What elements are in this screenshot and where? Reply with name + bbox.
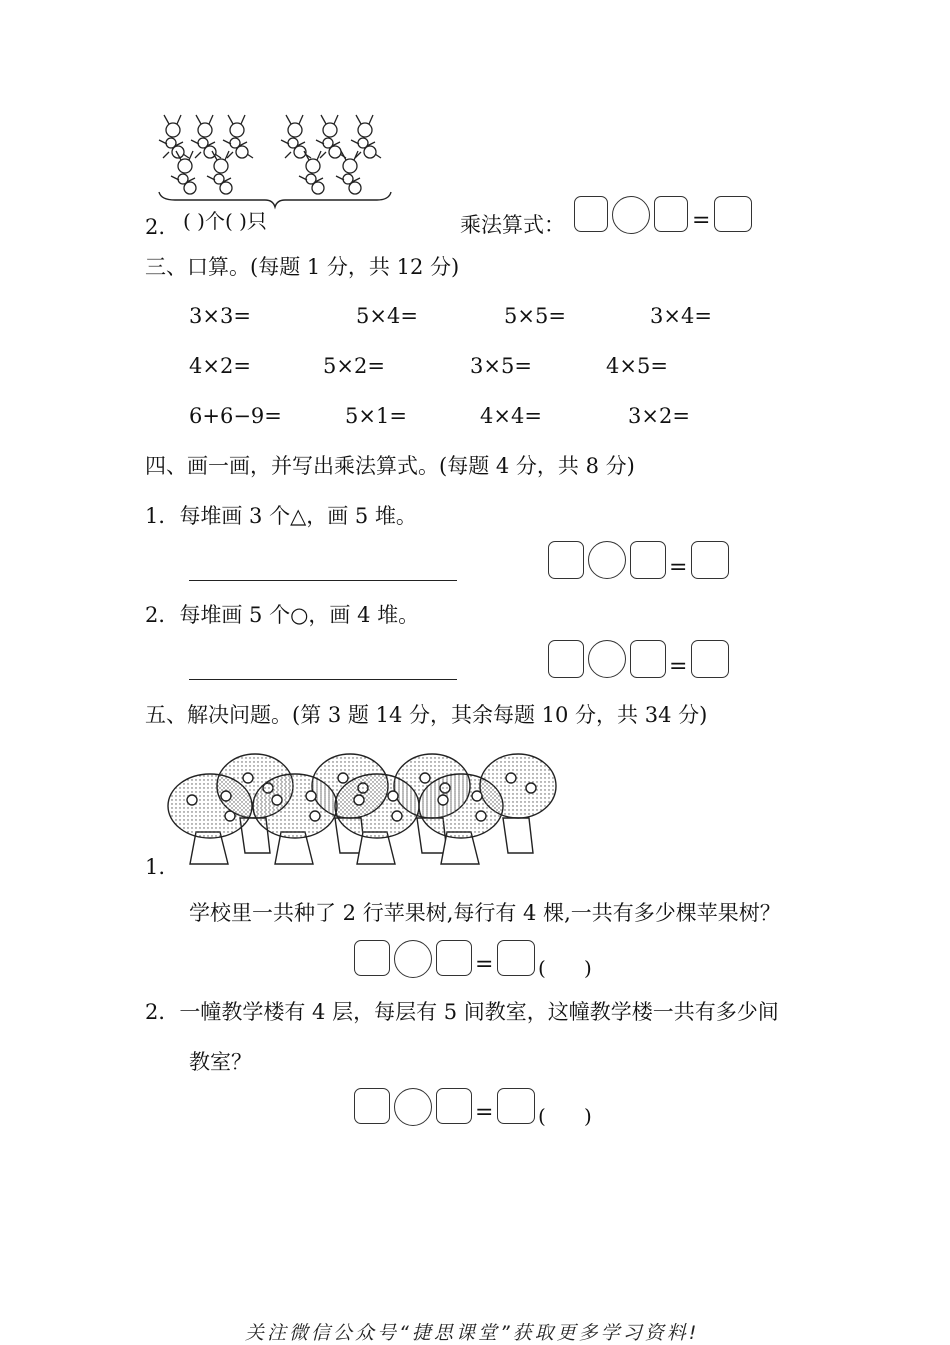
oral-calc-item: 3×4= <box>650 304 712 328</box>
equals-sign: = <box>475 952 494 977</box>
operator-circle[interactable] <box>588 640 626 678</box>
section4-q2-equation <box>548 640 758 684</box>
section5-q2-line2: 教室？ <box>189 1050 252 1074</box>
drawing-answer-line[interactable] <box>189 580 457 581</box>
equals-sign: = <box>692 208 711 233</box>
operator-circle[interactable] <box>612 196 650 234</box>
q2-blank-text: ( )个( )只 <box>183 209 267 233</box>
section5-q2-line1: 2．一幢教学楼有 4 层，每层有 5 间教室，这幢教学楼一共有多少间 <box>145 1000 779 1024</box>
operator-circle[interactable] <box>588 541 626 579</box>
answer-box[interactable] <box>497 940 535 976</box>
answer-box[interactable] <box>691 541 729 579</box>
oral-calc-item: 6+6−9= <box>189 404 282 428</box>
answer-box[interactable] <box>548 541 584 579</box>
oral-calc-item: 5×4= <box>356 304 418 328</box>
ants-illustration <box>155 108 400 208</box>
oral-calc-item: 4×5= <box>606 354 668 378</box>
q2-formula-equation <box>574 196 784 240</box>
answer-box[interactable] <box>354 940 390 976</box>
section5-q2-equation <box>354 1088 614 1132</box>
operator-circle[interactable] <box>394 940 432 978</box>
unit-blank[interactable]: ( ) <box>538 1104 592 1128</box>
section4-q1: 1．每堆画 3 个△，画 5 堆。 <box>145 504 417 528</box>
q2-number: 2. <box>145 215 166 239</box>
answer-box[interactable] <box>354 1088 390 1124</box>
oral-calc-item: 3×3= <box>189 304 251 328</box>
oral-calc-item: 4×2= <box>189 354 251 378</box>
ant-group-left <box>159 115 253 194</box>
oral-calc-item: 5×2= <box>323 354 385 378</box>
answer-box[interactable] <box>691 640 729 678</box>
drawing-answer-line[interactable] <box>189 679 457 680</box>
answer-box[interactable] <box>436 1088 472 1124</box>
section4-q1-equation <box>548 541 758 585</box>
apple-trees-illustration <box>165 748 565 868</box>
section5-q1-number: 1. <box>145 855 166 879</box>
answer-box[interactable] <box>436 940 472 976</box>
oral-calc-item: 5×1= <box>345 404 407 428</box>
unit-blank[interactable]: ( ) <box>538 956 592 980</box>
oral-calc-item: 3×5= <box>470 354 532 378</box>
oral-calc-item: 4×4= <box>480 404 542 428</box>
equals-sign: = <box>669 555 688 580</box>
answer-box[interactable] <box>654 196 688 232</box>
answer-box[interactable] <box>574 196 608 232</box>
oral-calc-item: 3×2= <box>628 404 690 428</box>
ant-group-right <box>281 115 381 194</box>
equals-sign: = <box>669 654 688 679</box>
section4-q2: 2．每堆画 5 个○，画 4 堆。 <box>145 603 420 627</box>
q2-formula-label: 乘法算式： <box>460 213 565 237</box>
answer-box[interactable] <box>630 541 666 579</box>
footer-promo: 关注微信公众号“捷思课堂”获取更多学习资料! <box>245 1322 700 1344</box>
equals-sign: = <box>475 1100 494 1125</box>
oral-calc-item: 5×5= <box>504 304 566 328</box>
operator-circle[interactable] <box>394 1088 432 1126</box>
section5-q1-text: 学校里一共种了 2 行苹果树,每行有 4 棵,一共有多少棵苹果树？ <box>189 901 781 925</box>
answer-box[interactable] <box>548 640 584 678</box>
answer-box[interactable] <box>714 196 752 232</box>
section5-q1-equation <box>354 940 614 984</box>
answer-box[interactable] <box>630 640 666 678</box>
section3-heading: 三、口算。(每题 1 分，共 12 分) <box>145 255 460 279</box>
section4-heading: 四、画一画，并写出乘法算式。(每题 4 分，共 8 分) <box>145 454 635 478</box>
answer-box[interactable] <box>497 1088 535 1124</box>
section5-heading: 五、解决问题。(第 3 题 14 分，其余每题 10 分，共 34 分) <box>145 703 708 727</box>
